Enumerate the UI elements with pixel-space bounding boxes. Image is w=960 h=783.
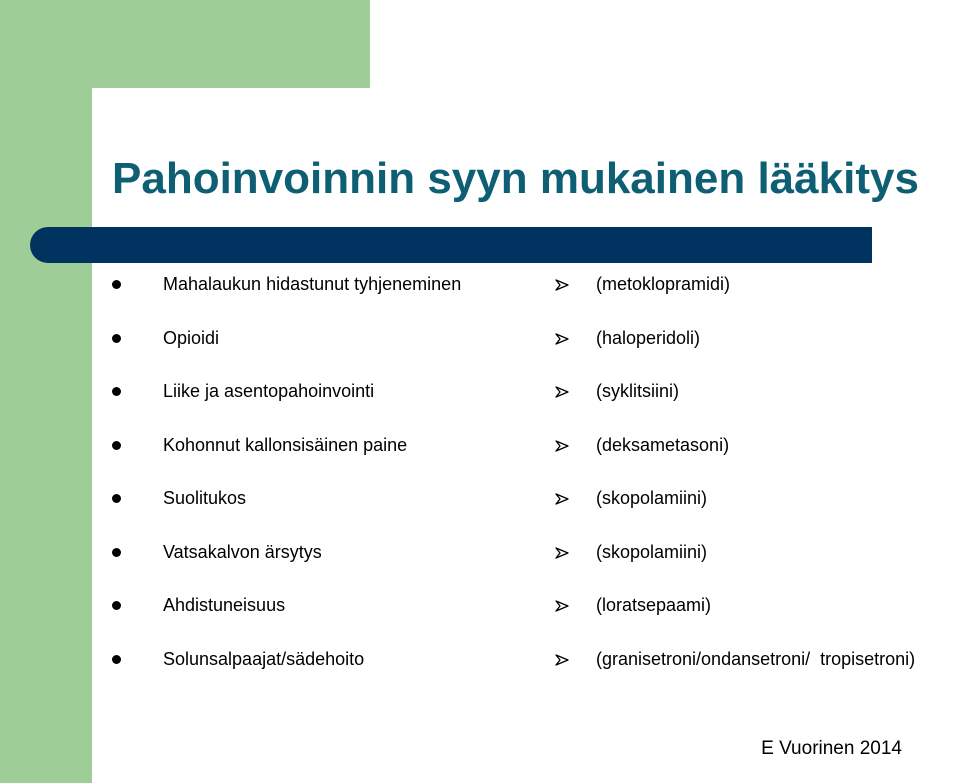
cause-item: [104, 365, 544, 419]
medication-text: (deksametasoni): [596, 434, 730, 455]
medication-item: [552, 419, 960, 473]
arrowhead-bullet-icon: [555, 654, 569, 666]
arrowhead-bullet-icon: [555, 333, 569, 345]
round-bullet-icon: [112, 334, 121, 343]
medication-item: [552, 579, 960, 633]
arrowhead-bullet-icon: [555, 440, 569, 452]
medication-item: [552, 365, 960, 419]
cause-item: [104, 472, 544, 526]
causes-list: [104, 258, 544, 686]
medication-item: [552, 312, 960, 366]
cause-text: Vatsakalvon ärsytys: [163, 541, 322, 562]
arrowhead-bullet-icon: [555, 600, 569, 612]
round-bullet-icon: [112, 441, 121, 450]
medication-item: [552, 633, 960, 687]
slide-title: Pahoinvoinnin syyn mukainen lääkitys: [112, 154, 919, 203]
cause-text: Kohonnut kallonsisäinen paine: [163, 434, 408, 455]
medication-text: (skopolamiini): [596, 541, 708, 562]
arrowhead-bullet-icon: [555, 493, 569, 505]
cause-text: Mahalaukun hidastunut tyhjeneminen: [163, 274, 462, 294]
medication-item: [552, 526, 960, 580]
round-bullet-icon: [112, 494, 121, 503]
medication-text: (skopolamiini): [596, 488, 708, 508]
medication-text: (haloperidoli): [596, 327, 701, 348]
green-top-band: [0, 0, 370, 88]
cause-text: Suolitukos: [163, 488, 247, 508]
cause-text: Liike ja asentopahoinvointi: [163, 381, 375, 401]
cause-text: Solunsalpaajat/sädehoito: [163, 648, 365, 669]
medications-list: [552, 258, 960, 686]
medication-text: (loratsepaami): [596, 595, 712, 615]
round-bullet-icon: [112, 280, 121, 289]
medication-item: [552, 472, 960, 526]
footer-author: E Vuorinen 2014: [761, 738, 902, 759]
cause-item: [104, 526, 544, 580]
medication-item: [552, 258, 960, 312]
green-side-band: [0, 0, 92, 783]
cause-item: [104, 258, 544, 312]
medication-text: (granisetroni/ondansetroni/ tropisetroni): [596, 648, 916, 669]
cause-item: [104, 312, 544, 366]
arrowhead-bullet-icon: [555, 279, 569, 291]
medication-text: (syklitsiini): [596, 381, 679, 401]
arrowhead-bullet-icon: [555, 547, 569, 559]
round-bullet-icon: [112, 548, 121, 557]
arrowhead-bullet-icon: [555, 386, 569, 398]
round-bullet-icon: [112, 655, 121, 664]
cause-text: Ahdistuneisuus: [163, 595, 286, 615]
cause-item: [104, 633, 544, 687]
round-bullet-icon: [112, 601, 121, 610]
round-bullet-icon: [112, 387, 121, 396]
cause-item: [104, 579, 544, 633]
cause-text: Opioidi: [163, 327, 220, 348]
content-corner: [92, 88, 152, 148]
medication-text: (metoklopramidi): [596, 274, 731, 294]
cause-item: [104, 419, 544, 473]
